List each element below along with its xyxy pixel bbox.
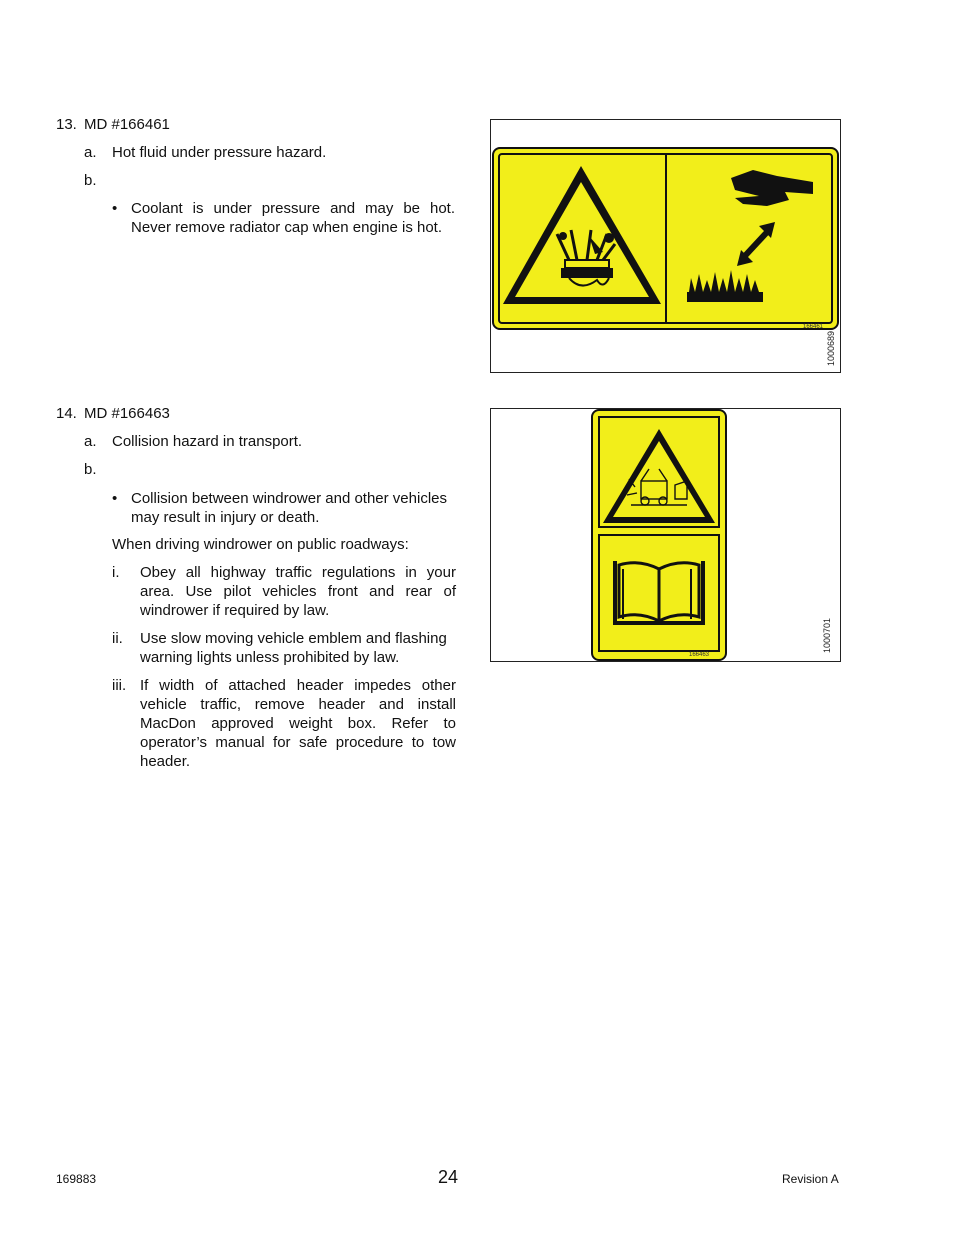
decal-figure-166463 bbox=[490, 408, 841, 662]
step-label: ii. bbox=[112, 630, 123, 647]
sub-label-a: a. bbox=[84, 144, 97, 161]
item-title: MD #166463 bbox=[84, 405, 170, 422]
operator-manual-icon bbox=[615, 561, 703, 623]
step-label: iii. bbox=[112, 677, 127, 694]
page-number: 24 bbox=[438, 1167, 459, 1187]
hazard-description: Collision hazard in transport. bbox=[112, 433, 303, 450]
item-number: 14. bbox=[56, 405, 77, 422]
avoidance-text: Coolant is under pressure and may be hot. Never remove radiator cap when engine is hot. bbox=[131, 200, 455, 236]
decal-number: 166461 bbox=[803, 324, 824, 330]
document-number: 169883 bbox=[56, 1172, 97, 1186]
avoidance-text: Collision between windrower and other vehicles may result in injury or death. bbox=[131, 490, 448, 526]
bullet-icon: • bbox=[112, 200, 118, 217]
sub-label-b: b. bbox=[84, 461, 97, 478]
figure-id: 1000689 bbox=[826, 330, 836, 366]
roadway-intro: When driving windrower on public roadways: bbox=[112, 536, 409, 553]
step-text: If width of attached header impedes other vehicle traffic, remove header and install MacDon approved weight box. Refer to operator’s manual for safe procedure to tow header. bbox=[140, 677, 456, 770]
item-title: MD #166461 bbox=[84, 116, 170, 133]
hazard-description: Hot fluid under pressure hazard. bbox=[112, 144, 327, 161]
revision-label: Revision A bbox=[782, 1172, 839, 1186]
step-text: Obey all highway traffic regulations in your area. Use pilot vehicles front and rear of windrower if required by law. bbox=[140, 564, 456, 619]
decal-figure-166461 bbox=[490, 119, 841, 373]
sub-label-a: a. bbox=[84, 433, 97, 450]
figure-id: 1000701 bbox=[822, 617, 832, 653]
step-text: Use slow moving vehicle emblem and flashing warning lights unless prohibited by law. bbox=[140, 630, 447, 666]
step-label: i. bbox=[112, 564, 120, 581]
bullet-icon: • bbox=[112, 490, 118, 507]
decal-166463-image bbox=[491, 409, 840, 661]
item-number: 13. bbox=[56, 116, 77, 133]
decal-166461-image bbox=[491, 120, 840, 372]
sub-label-b: b. bbox=[84, 172, 97, 189]
decal-number: 166463 bbox=[689, 652, 710, 658]
